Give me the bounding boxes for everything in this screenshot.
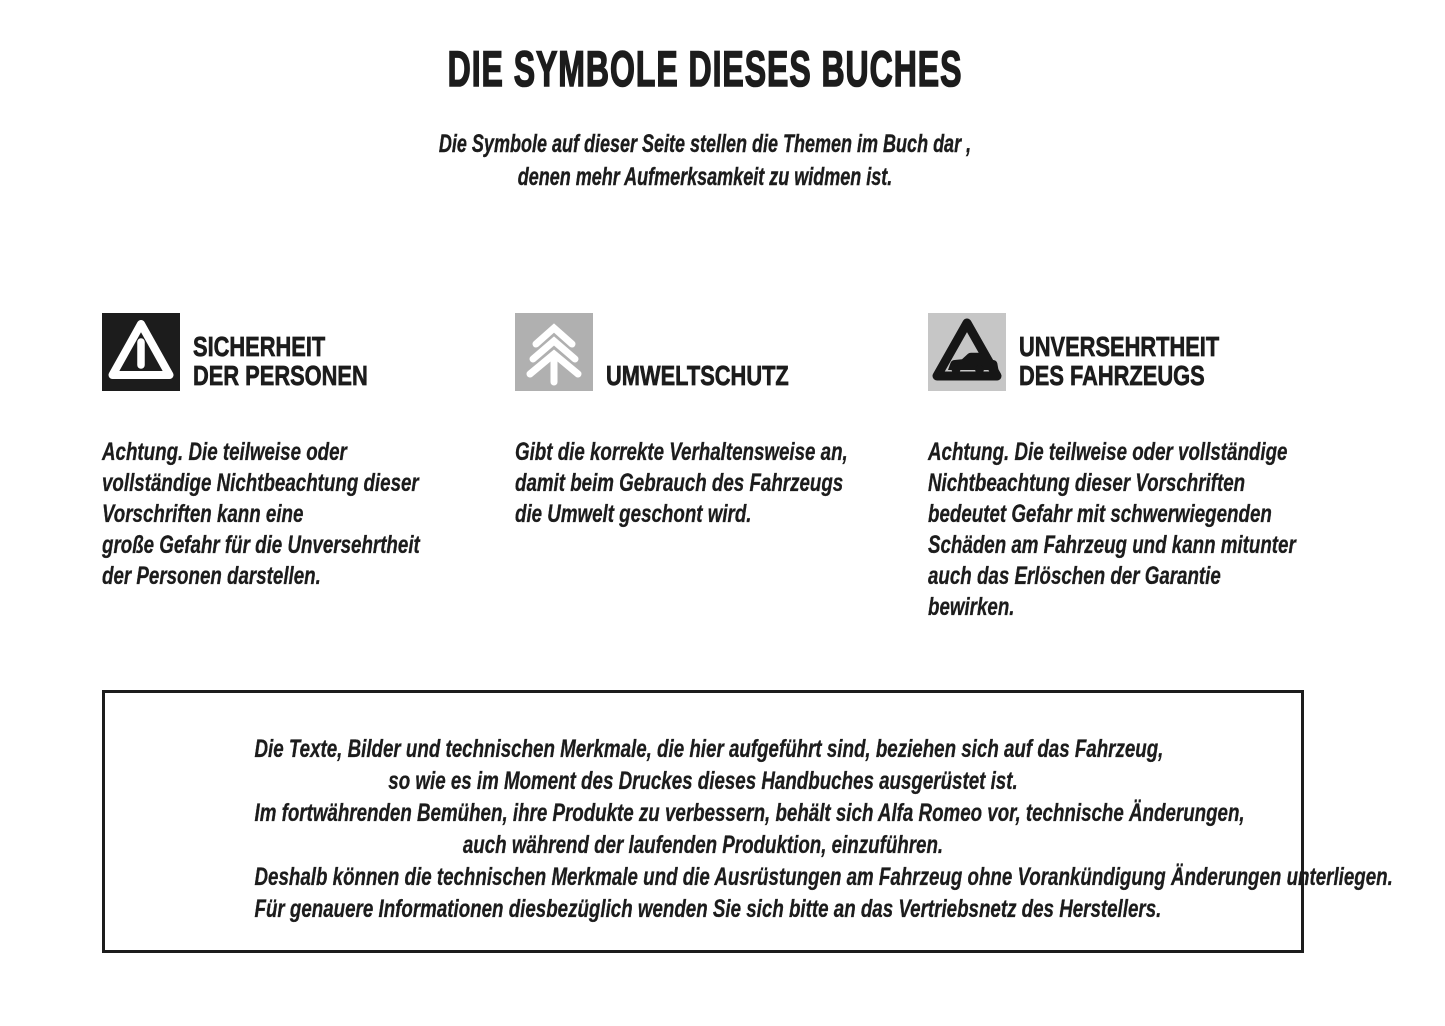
description-line: Gibt die korrekte Verhaltensweise an, xyxy=(515,438,848,466)
vehicle-warning-triangle-car-icon xyxy=(928,313,1006,391)
symbol-label-line: SICHERHEIT xyxy=(193,331,326,362)
environment-tree-icon xyxy=(515,313,593,391)
description-line: der Personen darstellen. xyxy=(102,562,321,590)
symbol-section-safety xyxy=(102,313,452,592)
notice-line: Für genauere Informationen diesbezüglich wenden Sie sich bitte an das Vertriebsnetz des Herstellers. xyxy=(254,895,1162,923)
description-line: bedeutet Gefahr mit schwerwiegenden xyxy=(928,500,1272,528)
notice-line: Deshalb können die technischen Merkmale und die Ausrüstungen am Fahrzeug ohne Vorankündigung Änderungen unterliegen. xyxy=(254,863,1393,891)
page-title: DIE SYMBOLE DIESES BUCHES xyxy=(447,41,963,97)
symbol-label-line: UNVERSEHRTHEIT xyxy=(1019,331,1220,362)
symbol-head-vehicle xyxy=(928,313,1323,391)
symbol-label-vehicle xyxy=(1019,333,1219,391)
symbol-head-safety xyxy=(102,313,452,391)
description-line: vollständige Nichtbeachtung dieser xyxy=(102,469,419,497)
description-line: Schäden am Fahrzeug und kann mitunter xyxy=(928,531,1296,559)
description-line: große Gefahr für die Unversehrtheit xyxy=(102,531,420,559)
notice-line: auch während der laufenden Produktion, einzuführen. xyxy=(462,831,944,859)
subtitle-line: denen mehr Aufmerksamkeit zu widmen ist. xyxy=(517,163,893,191)
symbol-description-safety xyxy=(102,437,420,592)
symbol-head-environment xyxy=(515,313,875,391)
symbol-label-line: DES FAHRZEUGS xyxy=(1019,359,1205,391)
description-line: bewirken. xyxy=(928,593,1015,621)
notice-line: Im fortwährenden Bemühen, ihre Produkte zu verbessern, behält sich Alfa Romeo vor, technische Änderungen, xyxy=(254,799,1245,827)
symbol-description-environment xyxy=(515,437,848,530)
subtitle-line: Die Symbole auf dieser Seite stellen die Themen im Buch dar , xyxy=(438,130,972,158)
notice-box xyxy=(102,690,1393,953)
symbol-section-vehicle xyxy=(928,313,1323,623)
description-line: Achtung. Die teilweise oder xyxy=(102,438,347,466)
description-line: damit beim Gebrauch des Fahrzeugs xyxy=(515,469,844,497)
description-line: die Umwelt geschont wird. xyxy=(515,500,752,528)
description-line: auch das Erlöschen der Garantie xyxy=(928,562,1221,590)
symbol-label-environment xyxy=(606,359,789,392)
symbol-label-safety xyxy=(193,333,368,391)
page-content xyxy=(100,0,1393,1026)
symbol-label-line: DER PERSONEN xyxy=(193,359,368,391)
symbol-description-vehicle xyxy=(928,437,1296,623)
description-line: Vorschriften kann eine xyxy=(102,500,304,528)
description-line: Nichtbeachtung dieser Vorschriften xyxy=(928,469,1246,497)
notice-text xyxy=(254,733,1393,925)
symbol-section-environment xyxy=(515,313,875,530)
notice-line: Die Texte, Bilder und technischen Merkmale, die hier aufgeführt sind, beziehen sich auf das Fahrzeug, xyxy=(254,735,1164,763)
description-line: Achtung. Die teilweise oder vollständige xyxy=(928,438,1288,466)
safety-warning-triangle-icon xyxy=(102,313,180,391)
page-subtitle xyxy=(269,128,1140,194)
notice-line: so wie es im Moment des Druckes dieses Handbuches ausgerüstet ist. xyxy=(388,767,1018,795)
symbol-label-line: UMWELTSCHUTZ xyxy=(606,359,789,391)
